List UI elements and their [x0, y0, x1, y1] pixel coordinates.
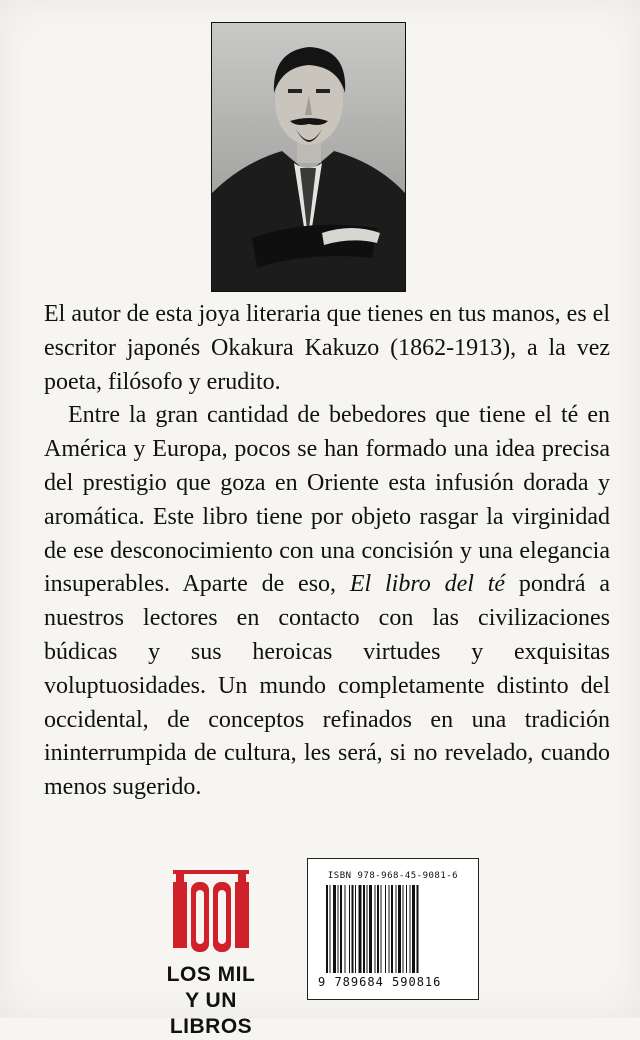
paragraph-book-summary — [44, 399, 610, 805]
summary-text-after: pondrá a nuestros lectores en contacto con las civilizaciones búdicas y sus heroicas virtudes y exquisitas voluptuosidades. Un mundo completamente distinto del occidental, de conceptos refinados en una tradición ininterrumpida de cultura, les será, si no revelado, cuando menos sugerido. — [44, 571, 610, 801]
paragraph-author-intro: El autor de esta joya literaria que tienes en tus manos, es el escritor japonés Okakura Kakuzo (1862-1913), a la vez poeta, filósofo y erudito. — [44, 301, 610, 395]
publisher-logo — [146, 870, 276, 1038]
barcode-icon — [326, 885, 460, 975]
isbn-digits: 9 789684 590816 — [318, 975, 442, 989]
book-title: El libro del té — [349, 571, 506, 598]
isbn-barcode — [307, 858, 479, 1000]
publisher-name-line2: Y UN LIBROS — [169, 989, 253, 1038]
publisher-logo-icon — [173, 870, 249, 954]
author-description — [44, 298, 610, 805]
summary-text-before: Entre la gran cantidad de bebedores que tiene el té en América y Europa, pocos se han formado una idea precisa del prestigio que goza en Oriente esta infusión dorada y aromática. Este libro tiene por objeto rasgar la virginidad de ese desconocimiento con una concisión y una elegancia insuperables. Aparte de eso, — [44, 402, 610, 598]
author-photo-icon — [211, 22, 406, 292]
isbn-label: ISBN 978-968-45-9081-6 — [327, 871, 459, 881]
publisher-name-line1: LOS MIL — [166, 963, 256, 986]
